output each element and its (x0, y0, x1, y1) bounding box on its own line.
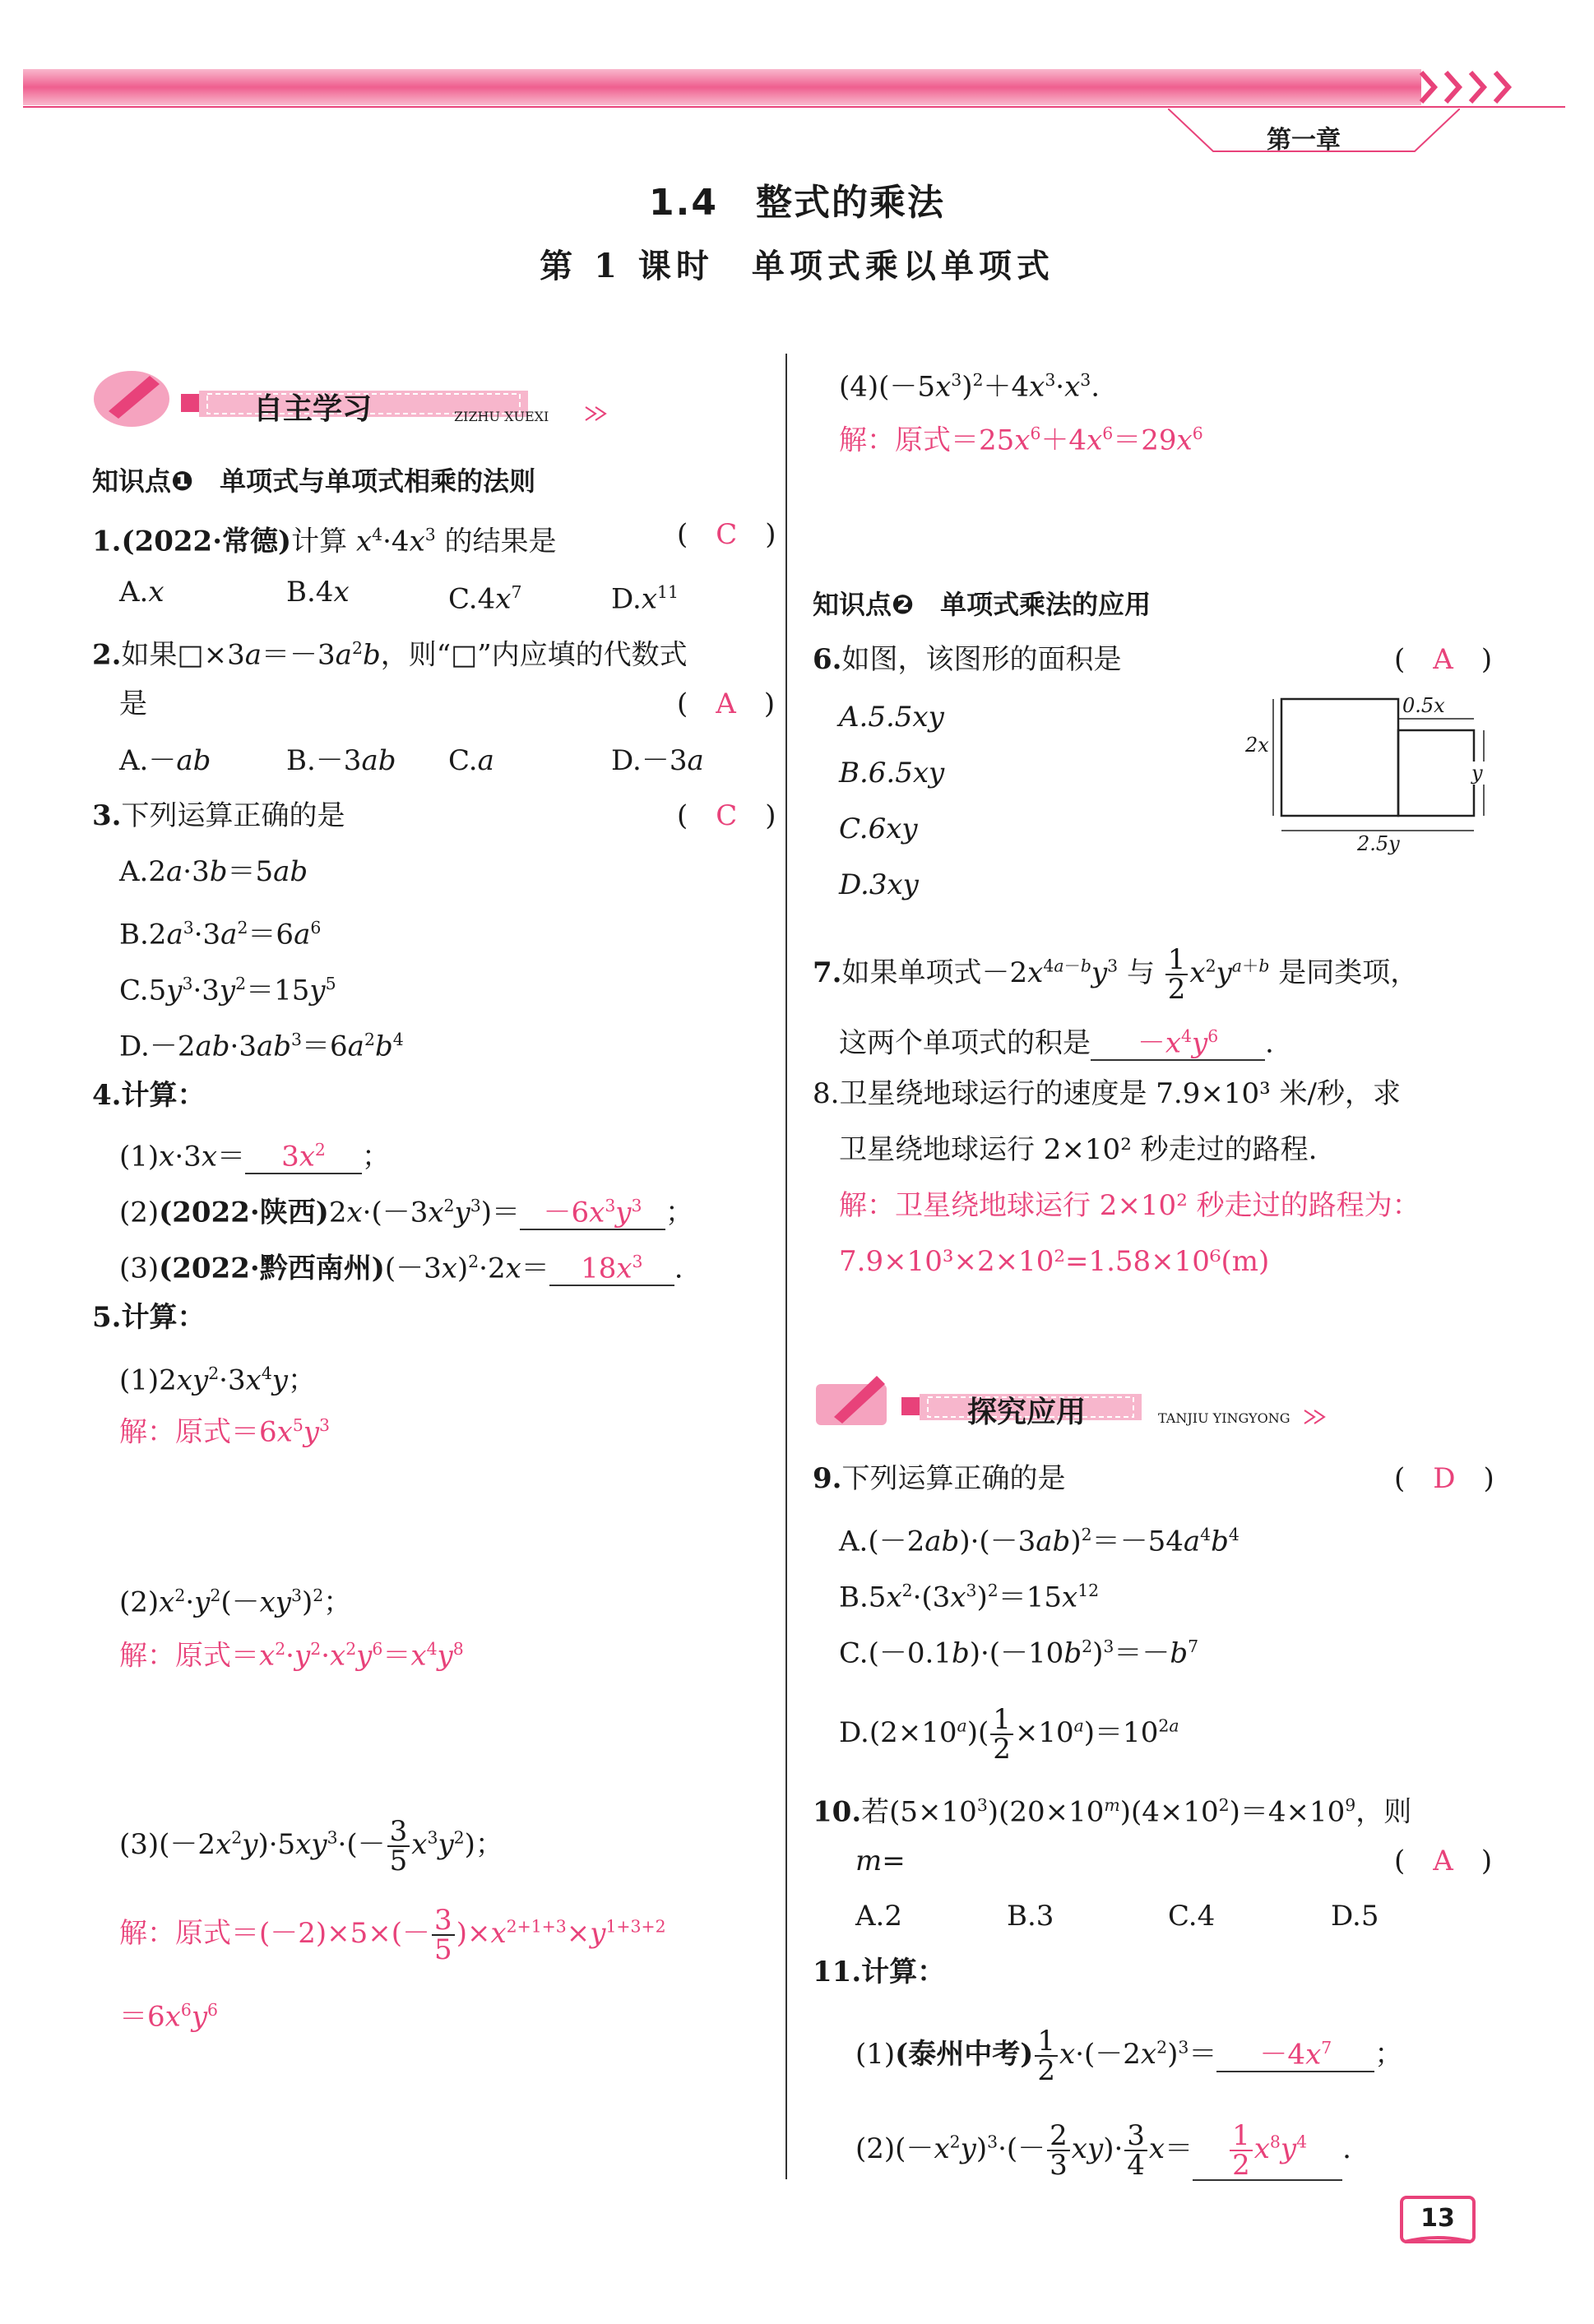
question-10-m: m= (855, 1845, 906, 1877)
question-6: 6.如图，该图形的面积是 (813, 643, 1122, 676)
question-7: 7.如果单项式$-2x^{4a-b}y^3$ 与 $\frac{1}{2}$ $x^2y^{a+b}$ 是同类项， (813, 943, 1419, 1006)
question-3-answer: ( C ) (677, 799, 776, 832)
question-2-answer: ( A ) (677, 687, 776, 720)
question-11-1: (1)(泰州中考) $\frac{1}{2}$ $x\cdot(-2x^2)^3= -4x^7$ ； (855, 2025, 1403, 2087)
question-3-option-c: $C.5y^3\cdot 3y^2=15y^5$ (119, 974, 336, 1007)
question-3-option-b: $B.2a^3\cdot 3a^2=6a^6$ (119, 918, 322, 951)
question-11-label: 11.计算： (813, 1956, 946, 1988)
knowledge-point-2: 知识点❷ 单项式乘法的应用 (813, 589, 1151, 620)
question-1: 1.(2022·常德)计算 $x^4\cdot 4x^3$ 的结果是 (92, 525, 557, 558)
question-6-figure (1242, 691, 1497, 855)
question-4-3: (3)(2022·黔西南州)$(-3x)^2\cdot 2x= 18x^3$ . (119, 1245, 683, 1286)
section-pinyin: TANJIU YINGYONG (1158, 1410, 1290, 1426)
area-figure (1242, 691, 1497, 855)
question-4-2: (2)(2022·陕西)$2x\cdot(-3x^2y^3)= -6x^3y^3$ ； (119, 1189, 693, 1230)
question-5-4-solution: 解：原式$=25x^6+4x^6=29x^6$ (839, 424, 1203, 457)
question-5-4: $(4)(-5x^3)^2+4x^3\cdot x^3$. (839, 370, 1101, 404)
column-divider (785, 354, 787, 2179)
question-9-option-d: $D.(2\times 10^a)$( $\frac{1}{2}$ $\times 10^a)=10^{2a}$ (839, 1703, 1179, 1766)
page-number: 13 (1420, 2204, 1455, 2233)
knowledge-point-1: 知识点❶ 单项式与单项式相乘的法则 (92, 465, 536, 497)
question-6-option-b: B.6.5xy (839, 757, 945, 789)
question-1-answer: ( C ) (677, 518, 776, 551)
question-2-cont: 是 (119, 687, 147, 720)
question-6-option-d: D.3xy (839, 868, 919, 901)
question-5-label: 5.计算： (92, 1301, 206, 1334)
question-3-option-d: $D.-2ab\cdot 3ab^3=6a^2b^4$ (119, 1030, 404, 1063)
question-9-option-a: $A.(-2ab)\cdot(-3ab)^2=-54a^4b^4$ (839, 1525, 1240, 1558)
banner-graphic (23, 66, 1565, 109)
question-10: 10.若$(5\times 10^3)(20\times 10^m)(4\times 10^2)=4\times 10^9$，则 (813, 1795, 1412, 1829)
question-4-1: $(1)x\cdot 3x= 3x^2$ ； (119, 1133, 390, 1174)
question-9: 9.下列运算正确的是 (813, 1462, 1066, 1495)
question-8-solution-1: 解：卫星绕地球运行 2×10² 秒走过的路程为： (839, 1189, 1420, 1222)
figure-label-left: 2x (1245, 734, 1269, 757)
question-2: 2.如果$□\times 3a=-3a^2b$，则“□”内应填的代数式 (92, 638, 688, 672)
figure-label-top: 0.5x (1402, 694, 1445, 717)
section-label: 探究应用 (967, 1396, 1087, 1429)
question-3-option-a: A.2a·3b＝5ab (119, 855, 308, 888)
question-3: 3.下列运算正确的是 (92, 799, 345, 832)
question-5-1-solution: 解：原式$=6x^5y^3$ (119, 1415, 331, 1449)
figure-label-bottom: 2.5y (1357, 832, 1400, 855)
question-5-3-solution-2: $=6x^6y^6$ (119, 2000, 219, 2034)
section-label: 自主学习 (253, 392, 373, 426)
question-10-answer: ( A ) (1394, 1845, 1493, 1877)
question-5-2-solution: 解：原式$=x^2\cdot y^2\cdot x^2y^6=x^4y^8$ (119, 1639, 464, 1673)
question-6-option-c: C.6xy (839, 812, 918, 845)
lesson-subtitle: 第 1 课时 单项式乘以单项式 (540, 247, 1054, 285)
section-header-explore (814, 1369, 1374, 1435)
question-7-line2: 这两个单项式的积是 $-x^4y^6$ . (839, 1020, 1274, 1061)
chapter-label: 第一章 (1267, 126, 1341, 155)
header-banner (23, 66, 1565, 109)
figure-label-right: y (1469, 762, 1485, 785)
question-9-option-c: $C.(-0.1b)\cdot(-10b^2)^3=-b^7$ (839, 1637, 1199, 1670)
question-6-option-a: A.5.5xy (839, 701, 944, 734)
question-5-1: $(1)2xy^2\cdot 3x^4y$； (119, 1363, 317, 1397)
question-9-answer: ( D ) (1394, 1462, 1494, 1495)
question-5-2: $(2)x^2\cdot y^2(-xy^3)^2$； (119, 1586, 352, 1619)
section-header-self-study (92, 366, 651, 432)
question-5-3: $(3)(-2x^2y)\cdot 5xy^3\cdot(-$ $\frac{3}{5}$ $x^3y^2$)； (119, 1815, 503, 1877)
lesson-title: 1.4 整式的乘法 (649, 182, 945, 224)
question-9-option-b: $B.5x^2\cdot(3x^3)^2=15x^{12}$ (839, 1581, 1100, 1614)
question-5-3-solution: 解：原式＝(－2)×5×(－ $\frac{3}{5}$ )$\times x^{2+1+3}\times y^{1+3+2}$ (119, 1904, 666, 1966)
question-11-2: $(2)(-x^2y)^3\cdot(-$ $\frac{2}{3}$ xy)· $\frac{3}{4}$ x＝ $\frac{1}{2}$ $x^8y^4$ . (855, 2119, 1351, 2182)
page-number-box (1398, 2194, 1477, 2247)
question-8-solution-2: 7.9×10³×2×10²=1.58×10⁶(m) (839, 1245, 1270, 1278)
question-8-line1: 8.卫星绕地球运行的速度是 7.9×10³ 米/秒，求 (813, 1077, 1401, 1110)
question-6-answer: ( A ) (1394, 643, 1493, 676)
section-pinyin: ZIZHU XUEXI (454, 409, 549, 424)
question-4-label: 4.计算： (92, 1079, 206, 1112)
question-8-line2: 卫星绕地球运行 2×10² 秒走过的路程. (839, 1133, 1318, 1166)
